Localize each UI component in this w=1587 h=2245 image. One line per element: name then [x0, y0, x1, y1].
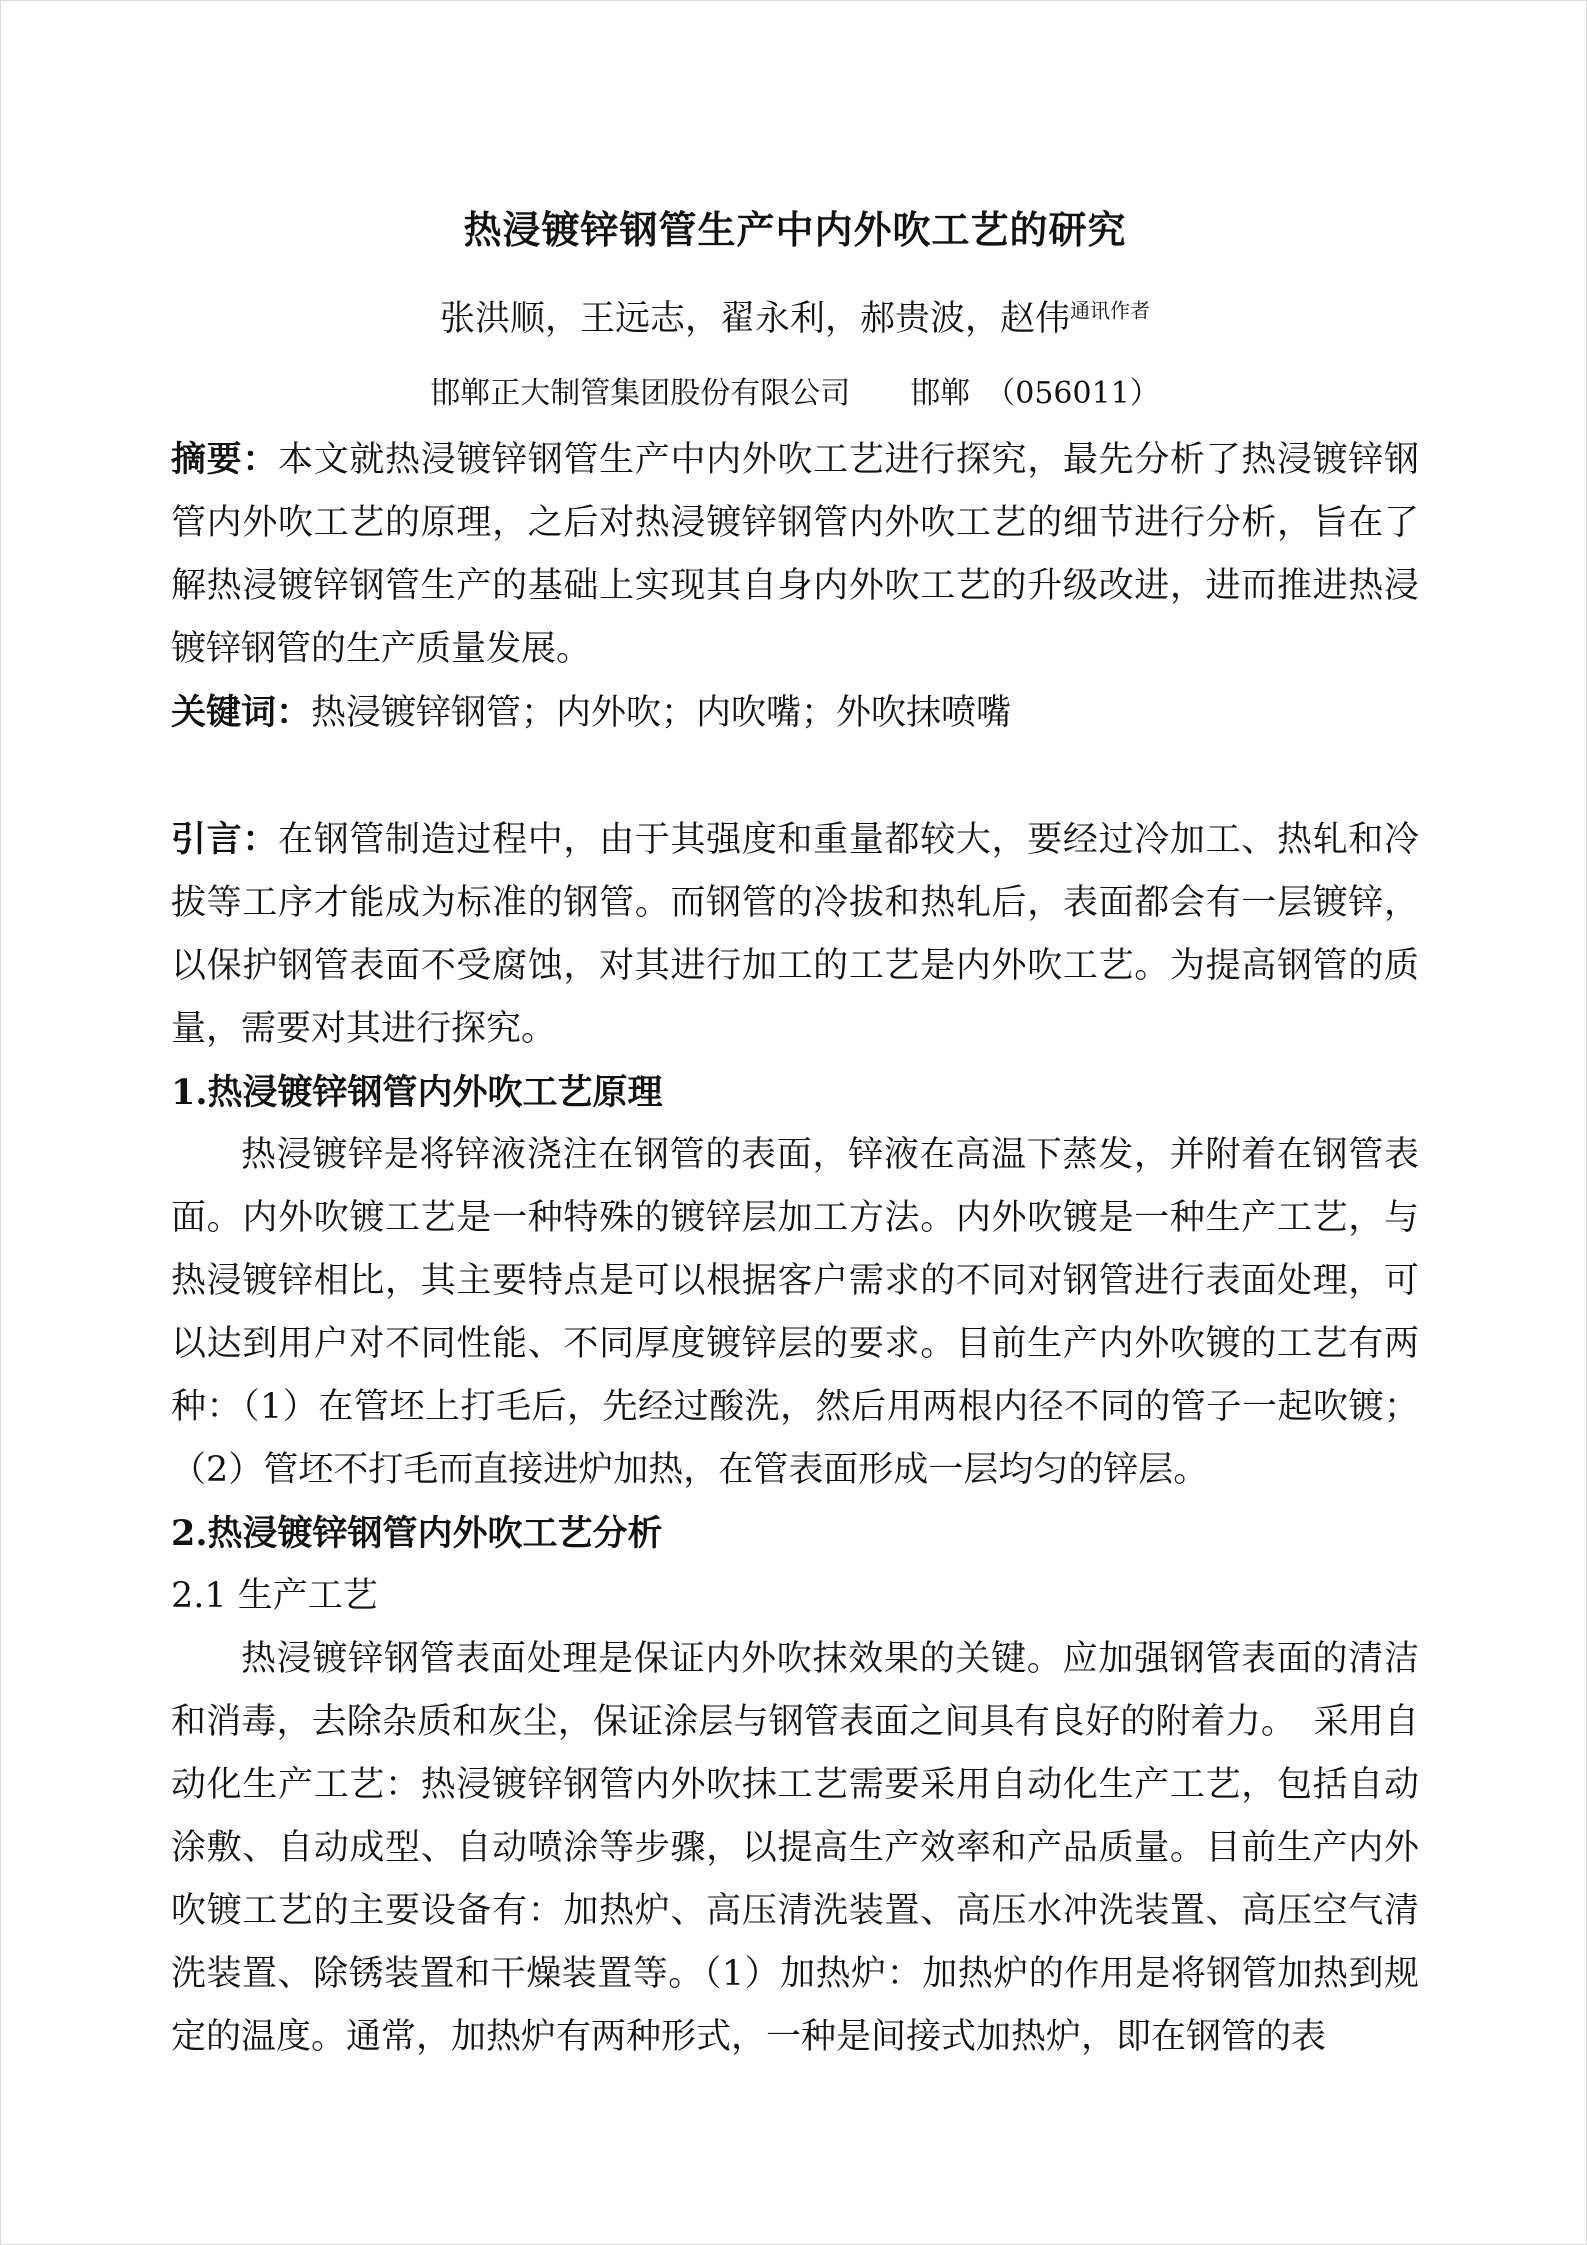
section-2-1-paragraph: 热浸镀锌钢管表面处理是保证内外吹抹效果的关键。应加强钢管表面的清洁和消毒，去除杂质和灰尘，保证涂层与钢管表面之间具有良好的附着力。 采用自动化生产工艺：热浸镀锌钢管内外吹抹工艺需要采用自动化生产工艺，包括自动涂敷、自动成型、自动喷涂等步骤，以提高生产效率和产品质量。目前生产内外吹镀工艺的主要设备有：加热炉、高压清洗装置、高压水冲洗装置、高压空气清洗装置、除锈装置和干燥装置等。（1）加热炉：加热炉的作用是将钢管加热到规定的温度。通常，加热炉有两种形式，一种是间接式加热炉，即在钢管的表: [171, 1639, 1419, 2057]
paper-title: 热浸镀锌钢管生产中内外吹工艺的研究: [463, 207, 1127, 252]
section-2-1-subheading: 2.1 生产工艺: [171, 1576, 378, 1616]
authors-line: [171, 296, 1419, 342]
abstract-label: 摘要：: [171, 439, 279, 480]
author-names: 张洪顺，王远志，翟永利，郝贵波，赵伟: [439, 299, 1070, 339]
affiliation-line: 邯郸正大制管集团股份有限公司 邯郸 （056011）: [430, 376, 1160, 411]
keywords-text: 热浸镀锌钢管；内外吹；内吹嘴；外吹抹喷嘴: [311, 693, 1012, 733]
introduction-text: 在钢管制造过程中，由于其强度和重量都较大，要经过冷加工、热轧和冷拔等工序才能成为标准的钢管。而钢管的冷拔和热轧后，表面都会有一层镀锌，以保护钢管表面不受腐蚀，对其进行加工的工艺是内外吹工艺。为提高钢管的质量，需要对其进行探究。: [171, 820, 1419, 1049]
introduction-paragraph: [171, 808, 1419, 1061]
keywords-line: [171, 681, 1419, 745]
introduction-label: 引言：: [171, 819, 279, 860]
abstract-paragraph: [171, 428, 1419, 681]
section-1-paragraph: 热浸镀锌是将锌液浇注在钢管的表面，锌液在高温下蒸发，并附着在钢管表面。内外吹镀工艺是一种特殊的镀锌层加工方法。内外吹镀是一种生产工艺，与热浸镀锌相比，其主要特点是可以根据客户需求的不同对钢管进行表面处理，可以达到用户对不同性能、不同厚度镀锌层的要求。目前生产内外吹镀的工艺有两种：（1）在管坯上打毛后，先经过酸洗，然后用两根内径不同的管子一起吹镀；（2）管坯不打毛而直接进炉加热，在管表面形成一层均匀的锌层。: [171, 1135, 1419, 1490]
keywords-label: 关键词：: [171, 692, 312, 733]
abstract-text: 本文就热浸镀锌钢管生产中内外吹工艺进行探究，最先分析了热浸镀锌钢管内外吹工艺的原理，之后对热浸镀锌钢管内外吹工艺的细节进行分析，旨在了解热浸镀锌钢管生产的基础上实现其自身内外吹工艺的升级改进，进而推进热浸镀锌钢管的生产质量发展。: [171, 440, 1419, 669]
section-2-heading: 2.热浸镀锌钢管内外吹工艺分析: [171, 1513, 663, 1554]
paper-body: [171, 428, 1419, 2069]
section-1-heading: 1.热浸镀锌钢管内外吹工艺原理: [171, 1072, 663, 1113]
corresponding-author-superscript: 通讯作者: [1070, 298, 1150, 323]
